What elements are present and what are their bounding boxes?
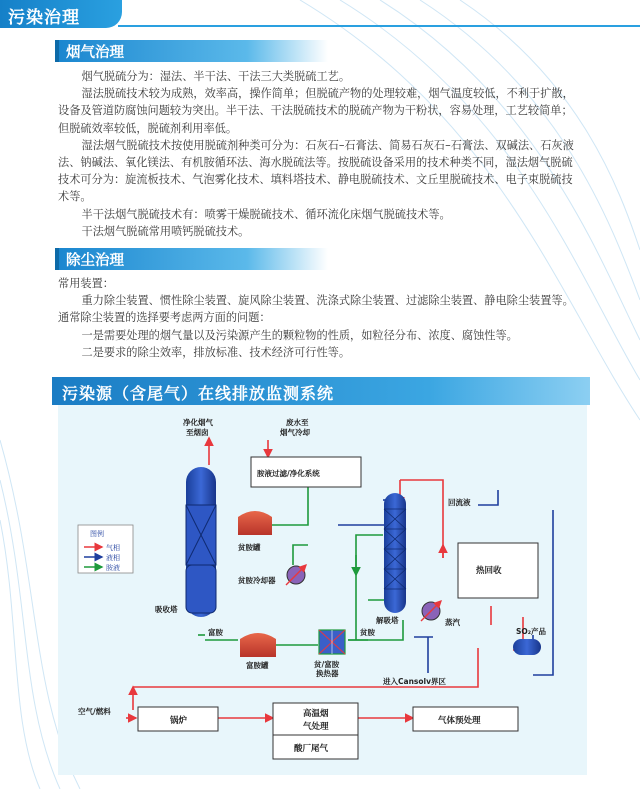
legend-label: 气相 bbox=[106, 544, 120, 552]
paragraph: 湿法脱硫技术较为成熟，效率高，操作简单；但脱硫产物的处理较难，烟气温度较低，不利于扩散， bbox=[81, 87, 574, 101]
lean-label: 贫胺 bbox=[360, 628, 375, 637]
rich-amine-tank bbox=[240, 633, 276, 657]
heat-exchanger-label: 贫/富胺 bbox=[314, 660, 340, 669]
paragraph: 设备及管道防腐蚀问题较为突出。半干法、干法脱硫技术的脱硫产物为干粉状，容易处理，工艺较简单； bbox=[58, 104, 573, 118]
paragraph: 干法烟气脱硫常用喷钙脱硫技术。 bbox=[81, 224, 250, 238]
so2-product-drum bbox=[513, 639, 541, 655]
absorber-label: 吸收塔 bbox=[155, 605, 178, 614]
heading-marker bbox=[55, 40, 59, 62]
hot-flue-label: 高温烟 bbox=[303, 709, 329, 719]
amine-filter-label: 胺液过滤/净化系统 bbox=[257, 469, 320, 478]
reflux-label: 回流液 bbox=[448, 498, 471, 507]
rich-label: 富胺 bbox=[208, 628, 223, 637]
heading-marker bbox=[55, 248, 59, 270]
rich-tank-label: 富胺罐 bbox=[246, 661, 269, 670]
flue-gas-text bbox=[58, 68, 588, 240]
dust-text bbox=[58, 275, 588, 361]
cansolv-label: 进入Cansolv界区 bbox=[383, 677, 446, 686]
process-flow-svg bbox=[58, 405, 587, 775]
page-title: 污染治理 bbox=[8, 8, 80, 28]
paragraph: 半干法烟气脱硫技术有：喷雾干燥脱硫技术、循环流化床烟气脱硫技术等。 bbox=[81, 207, 451, 221]
section-heading-monitoring bbox=[52, 377, 590, 405]
lean-amine-cooler bbox=[286, 565, 306, 585]
wastewater-label: 废水至 bbox=[286, 418, 309, 427]
air-fuel-label: 空气/燃料 bbox=[78, 707, 111, 716]
heat-exchanger-label: 换热器 bbox=[316, 669, 339, 678]
legend-label: 液相 bbox=[106, 554, 120, 562]
section-heading-dust bbox=[58, 248, 328, 270]
gas-pretreat-label: 气体预处理 bbox=[438, 716, 481, 726]
paragraph: 法、钠碱法、氧化镁法、有机胺循环法、海水脱硫法等。按脱硫设备采用的技术种类不同，湿法烟气脱硫 bbox=[58, 156, 573, 170]
steam-label: 蒸汽 bbox=[445, 618, 460, 627]
section-title: 烟气治理 bbox=[66, 45, 124, 61]
legend-title: 图例 bbox=[90, 530, 104, 538]
acid-tail-label: 酸厂尾气 bbox=[294, 744, 329, 754]
paragraph: 技术可分为：旋流板技术、气泡雾化技术、填料塔技术、静电脱硫技术、文丘里脱硫技术、电子束脱硫技 bbox=[58, 173, 573, 187]
header-divider bbox=[118, 25, 640, 27]
section-heading-flue-gas bbox=[58, 40, 328, 62]
hot-flue-label: 气处理 bbox=[303, 722, 329, 732]
section-title: 污染源（含尾气）在线排放监测系统 bbox=[62, 384, 335, 403]
clean-gas-label: 至烟囱 bbox=[186, 428, 209, 437]
paragraph: 常用装置： bbox=[58, 277, 114, 290]
paragraph: 术等。 bbox=[58, 190, 92, 204]
lean-rich-heat-exchanger bbox=[319, 630, 345, 654]
reboiler bbox=[421, 601, 441, 621]
paragraph: 通常除尘装置的选择要考虑两方面的问题： bbox=[58, 311, 271, 325]
paragraph: 湿法烟气脱硫技术按使用脱硫剂种类可分为：石灰石–石膏法、简易石灰石–石膏法、双碱法、石灰液 bbox=[81, 138, 574, 152]
lean-cooler-label: 贫胺冷却器 bbox=[238, 576, 276, 585]
absorber-tower bbox=[186, 467, 216, 617]
stripper-label: 解吸塔 bbox=[376, 616, 399, 625]
lean-amine-tank bbox=[238, 511, 272, 535]
paragraph: 一是需要处理的烟气量以及污染源产生的颗粒物的性质，如粒径分布、浓度、腐蚀性等。 bbox=[81, 328, 518, 342]
stripper-tower bbox=[384, 493, 406, 613]
wastewater-label: 烟气冷却 bbox=[280, 428, 310, 437]
paragraph: 烟气脱硫分为：湿法、半干法、干法三大类脱硫工艺。 bbox=[81, 70, 351, 83]
clean-gas-label: 净化烟气 bbox=[183, 418, 213, 427]
legend bbox=[78, 525, 133, 573]
legend-label: 胺液 bbox=[106, 564, 120, 572]
section-title: 除尘治理 bbox=[66, 253, 124, 269]
paragraph: 但脱硫效率较低，脱硫剂利用率低。 bbox=[58, 121, 238, 135]
heat-recovery-label: 热回收 bbox=[476, 566, 502, 576]
lean-tank-label: 贫胺罐 bbox=[238, 543, 261, 552]
process-diagram bbox=[58, 405, 587, 775]
header-banner bbox=[0, 0, 122, 28]
boiler-label: 锅炉 bbox=[170, 716, 188, 726]
so2-label: SO₂产品 bbox=[516, 627, 547, 636]
paragraph: 重力除尘装置、惯性除尘装置、旋风除尘装置、洗涤式除尘装置、过滤除尘装置、静电除尘装置等。 bbox=[81, 294, 574, 308]
paragraph: 二是要求的除尘效率，排放标准、技术经济可行性等。 bbox=[81, 345, 351, 359]
